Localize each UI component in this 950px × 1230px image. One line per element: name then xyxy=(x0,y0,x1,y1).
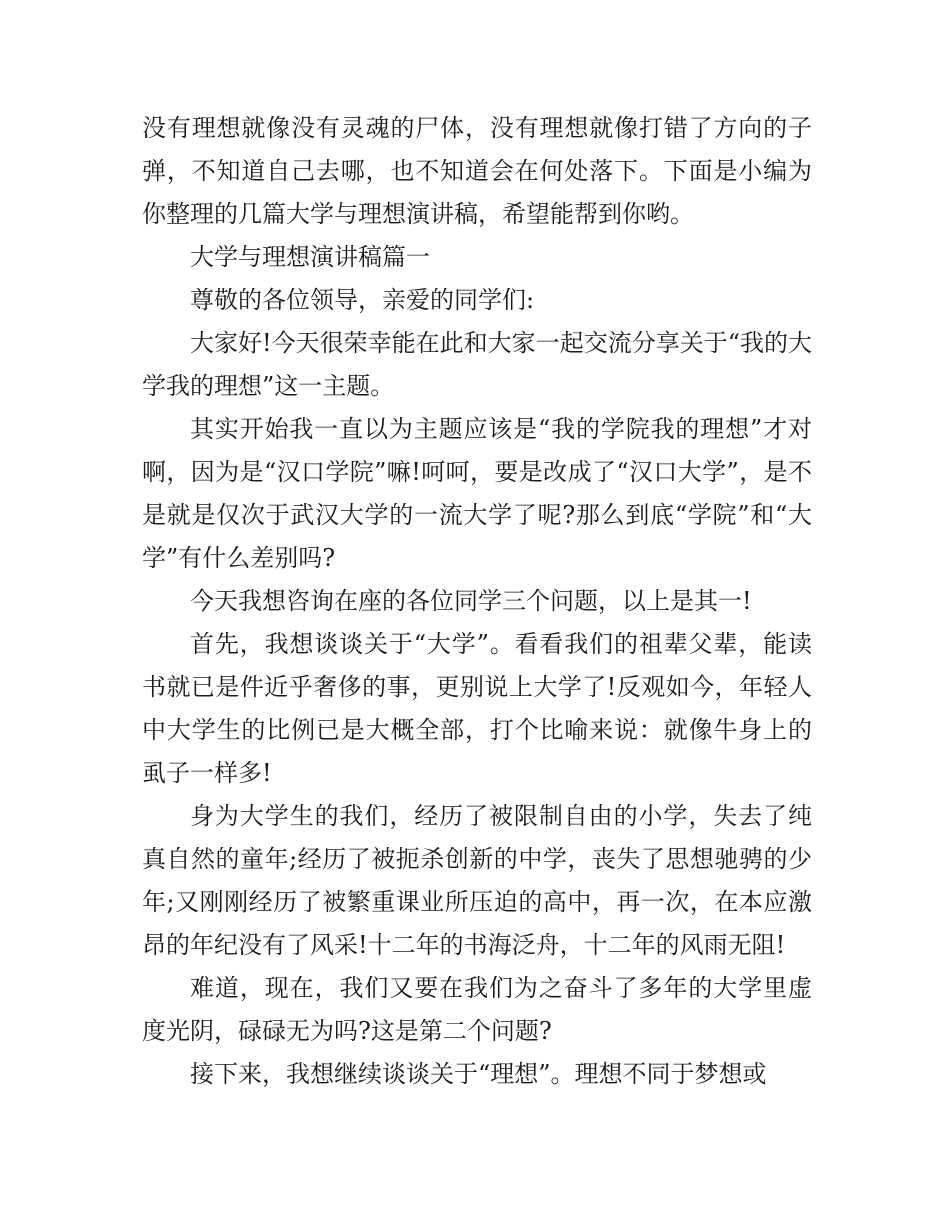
section-heading: 大学与理想演讲稿篇一 xyxy=(190,243,430,271)
document-page xyxy=(142,107,812,1096)
body-paragraph: 今天我想咨询在座的各位同学三个问题，以上是其一! xyxy=(190,587,752,615)
body-paragraph: 大家好!今天很荣幸能在此和大家一起交流分享关于“我的大学我的理想”这一主题。 xyxy=(142,329,812,400)
intro-paragraph: 没有理想就像没有灵魂的尸体，没有理想就像打错了方向的子弹，不知道自己去哪，也不知道会在何处落下。下面是小编为你整理的几篇大学与理想演讲稿，希望能帮到你哟。 xyxy=(142,114,812,228)
body-paragraph: 首先，我想谈谈关于“大学”。看看我们的祖辈父辈，能读书就已是件近乎奢侈的事，更别说上大学了!反观如今，年轻人中大学生的比例已是大概全部，打个比喻来说：就像牛身上的虱子一样多! xyxy=(142,630,812,787)
body-paragraph: 其实开始我一直以为主题应该是“我的学院我的理想”才对啊，因为是“汉口学院”嘛!呵呵，要是改成了“汉口大学”，是不是就是仅次于武汉大学的一流大学了呢?那么到底“学院”和“大学”有什么差别吗? xyxy=(142,415,812,572)
body-paragraph: 身为大学生的我们，经历了被限制自由的小学，失去了纯真自然的童年;经历了被扼杀创新的中学，丧失了思想驰骋的少年;又刚刚经历了被繁重课业所压迫的高中，再一次，在本应激昂的年纪没有了风采!十二年的书海泛舟，十二年的风雨无阻! xyxy=(142,802,812,959)
body-paragraph: 难道，现在，我们又要在我们为之奋斗了多年的大学里虚度光阴，碌碌无为吗?这是第二个问题? xyxy=(142,974,812,1045)
body-paragraph: 接下来，我想继续谈谈关于“理想”。理想不同于梦想或 xyxy=(190,1060,767,1088)
salutation: 尊敬的各位领导，亲爱的同学们: xyxy=(190,286,535,314)
